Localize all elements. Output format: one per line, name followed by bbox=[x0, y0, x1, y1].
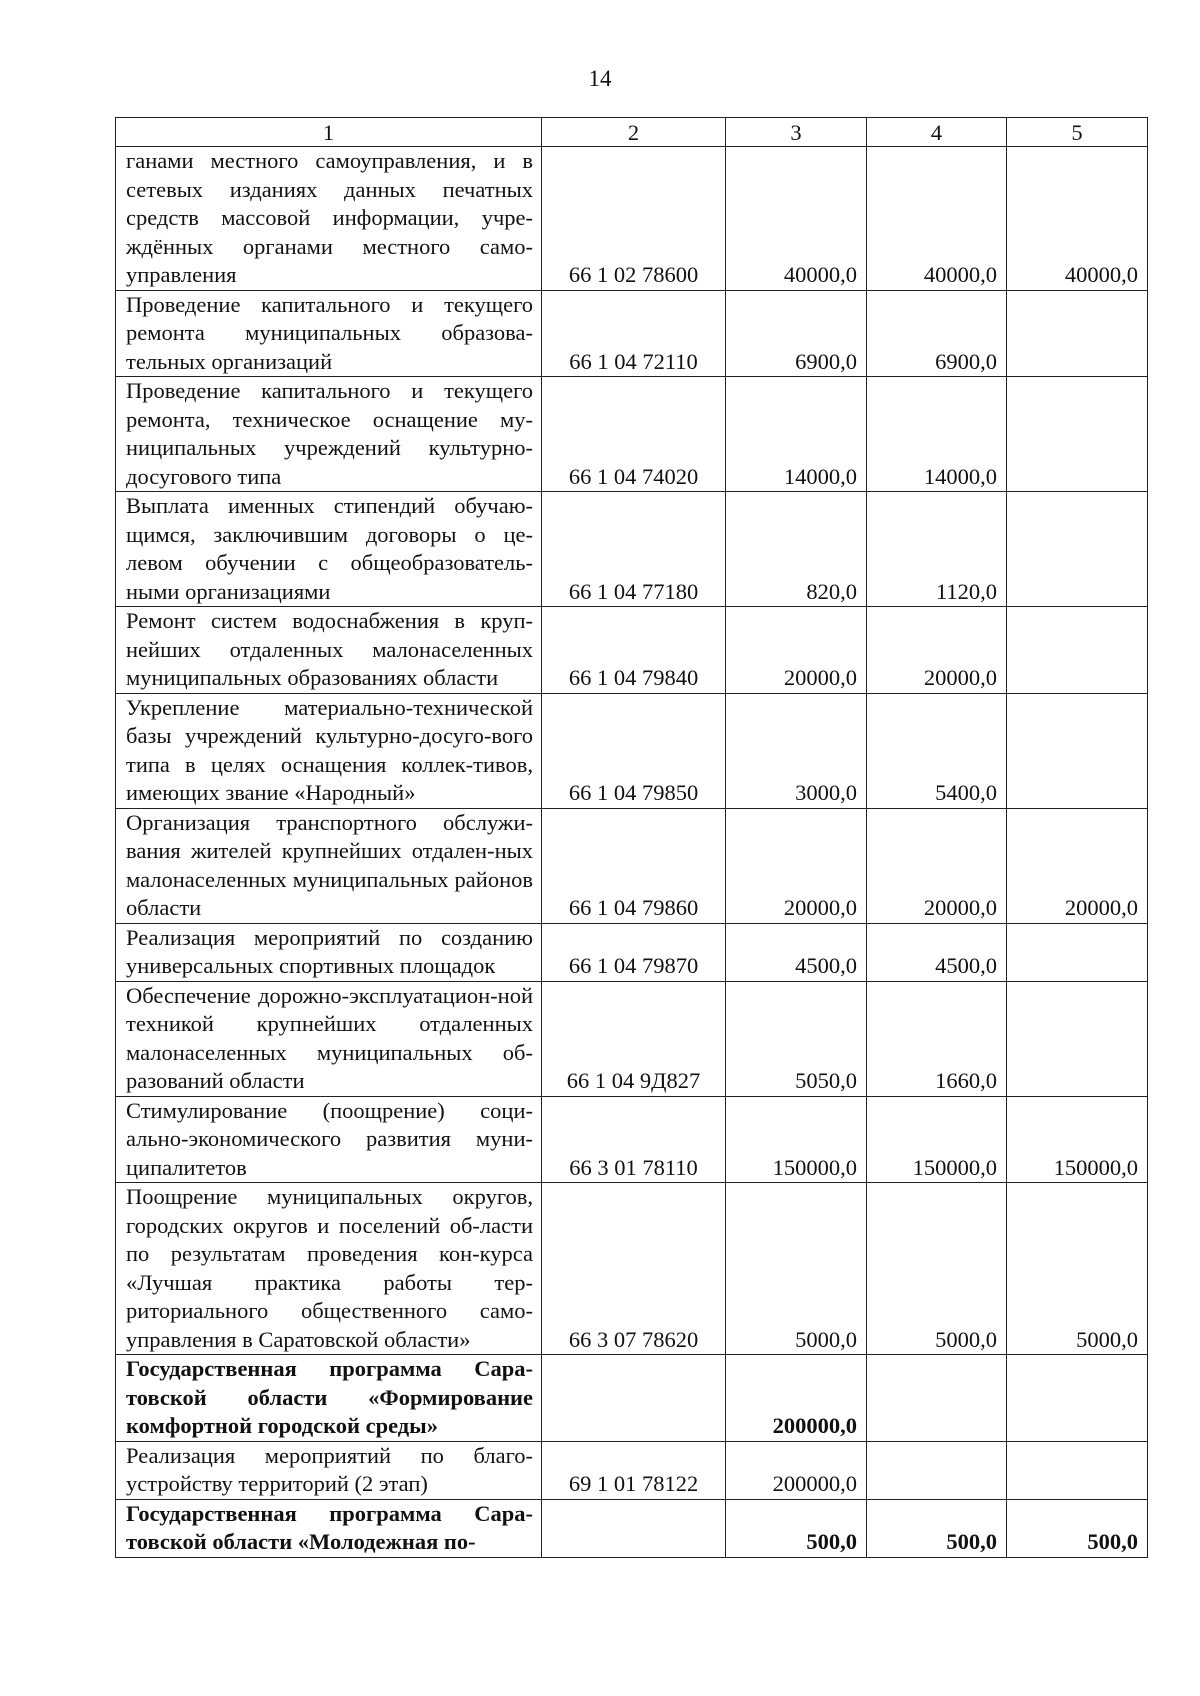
column-header-5: 5 bbox=[1007, 118, 1148, 147]
row-value-col4: 150000,0 bbox=[867, 1096, 1007, 1183]
table-row bbox=[116, 693, 1148, 808]
row-code-cell: 66 1 04 79850 bbox=[542, 693, 726, 808]
row-value-col4: 500,0 bbox=[867, 1499, 1007, 1557]
row-code-cell bbox=[542, 1355, 726, 1442]
row-value-col4: 5400,0 bbox=[867, 693, 1007, 808]
row-code-cell: 66 3 07 78620 bbox=[542, 1183, 726, 1355]
row-name-cell: Поощрение муниципальных округов, городских округов и поселений об-ласти по результатам проведения кон-курса «Лучшая практика работы тер-риториального общественного само-управления в Саратовской области» bbox=[116, 1183, 542, 1355]
row-value-col4: 1120,0 bbox=[867, 492, 1007, 607]
column-number-row bbox=[116, 118, 1148, 147]
page-number: 14 bbox=[588, 66, 612, 91]
row-code-cell: 66 1 04 77180 bbox=[542, 492, 726, 607]
row-value-col4: 40000,0 bbox=[867, 147, 1007, 291]
row-name-cell: Ремонт систем водоснабжения в круп-нейших отдаленных малонаселенных муниципальных образованиях области bbox=[116, 607, 542, 694]
table-row bbox=[116, 1499, 1148, 1557]
column-header-1: 1 bbox=[116, 118, 542, 147]
table-row bbox=[116, 377, 1148, 492]
row-code-cell: 69 1 01 78122 bbox=[542, 1441, 726, 1499]
row-value-col3: 5000,0 bbox=[726, 1183, 867, 1355]
row-name-cell: Реализация мероприятий по созданию универсальных спортивных площадок bbox=[116, 923, 542, 981]
table-row bbox=[116, 607, 1148, 694]
row-value-col5 bbox=[1007, 693, 1148, 808]
row-value-col4: 20000,0 bbox=[867, 808, 1007, 923]
table-row bbox=[116, 808, 1148, 923]
row-name-cell: Государственная программа Сара-товской области «Молодежная по- bbox=[116, 1499, 542, 1557]
table-row bbox=[116, 923, 1148, 981]
row-value-col5 bbox=[1007, 923, 1148, 981]
column-header-4: 4 bbox=[867, 118, 1007, 147]
row-value-col4: 1660,0 bbox=[867, 981, 1007, 1096]
row-name-cell: Обеспечение дорожно-эксплуатацион-ной техникой крупнейших отдаленных малонаселенных муниципальных об-разований области bbox=[116, 981, 542, 1096]
row-code-cell: 66 3 01 78110 bbox=[542, 1096, 726, 1183]
row-value-col3: 820,0 bbox=[726, 492, 867, 607]
row-name-cell: ганами местного самоуправления, и в сетевых изданиях данных печатных средств массовой информации, учре-ждённых органами местного само-управления bbox=[116, 147, 542, 291]
column-header-2: 2 bbox=[542, 118, 726, 147]
row-code-cell: 66 1 04 72110 bbox=[542, 290, 726, 377]
row-value-col5 bbox=[1007, 290, 1148, 377]
table-row bbox=[116, 981, 1148, 1096]
row-name-cell: Выплата именных стипендий обучаю-щимся, заключившим договоры о це-левом обучении с общеобразователь-ными организациями bbox=[116, 492, 542, 607]
row-name-cell: Организация транспортного обслужи-вания жителей крупнейших отдален-ных малонаселенных муниципальных районов области bbox=[116, 808, 542, 923]
row-value-col3: 20000,0 bbox=[726, 808, 867, 923]
table-row bbox=[116, 1355, 1148, 1442]
table-row bbox=[116, 1096, 1148, 1183]
table-row bbox=[116, 1183, 1148, 1355]
row-value-col3: 200000,0 bbox=[726, 1355, 867, 1442]
row-name-cell: Реализация мероприятий по благо-устройству территорий (2 этап) bbox=[116, 1441, 542, 1499]
row-value-col4 bbox=[867, 1355, 1007, 1442]
column-header-3: 3 bbox=[726, 118, 867, 147]
table-row bbox=[116, 290, 1148, 377]
row-value-col3: 14000,0 bbox=[726, 377, 867, 492]
row-value-col5 bbox=[1007, 981, 1148, 1096]
row-value-col5: 150000,0 bbox=[1007, 1096, 1148, 1183]
row-value-col3: 40000,0 bbox=[726, 147, 867, 291]
row-code-cell: 66 1 04 9Д827 bbox=[542, 981, 726, 1096]
row-name-cell: Стимулирование (поощрение) соци-ально-экономического развития муни-ципалитетов bbox=[116, 1096, 542, 1183]
row-value-col3: 6900,0 bbox=[726, 290, 867, 377]
row-value-col5 bbox=[1007, 1355, 1148, 1442]
row-value-col4: 20000,0 bbox=[867, 607, 1007, 694]
row-value-col5 bbox=[1007, 377, 1148, 492]
row-value-col3: 200000,0 bbox=[726, 1441, 867, 1499]
row-code-cell: 66 1 04 74020 bbox=[542, 377, 726, 492]
row-value-col5 bbox=[1007, 607, 1148, 694]
row-code-cell bbox=[542, 1499, 726, 1557]
row-code-cell: 66 1 04 79870 bbox=[542, 923, 726, 981]
row-value-col5 bbox=[1007, 492, 1148, 607]
row-value-col3: 3000,0 bbox=[726, 693, 867, 808]
row-value-col4 bbox=[867, 1441, 1007, 1499]
row-value-col3: 4500,0 bbox=[726, 923, 867, 981]
table-row bbox=[116, 147, 1148, 291]
table-row bbox=[116, 492, 1148, 607]
row-code-cell: 66 1 02 78600 bbox=[542, 147, 726, 291]
row-value-col5 bbox=[1007, 1441, 1148, 1499]
row-name-cell: Государственная программа Сара-товской области «Формирование комфортной городской среды» bbox=[116, 1355, 542, 1442]
row-code-cell: 66 1 04 79860 bbox=[542, 808, 726, 923]
row-value-col5: 500,0 bbox=[1007, 1499, 1148, 1557]
row-value-col5: 40000,0 bbox=[1007, 147, 1148, 291]
row-code-cell: 66 1 04 79840 bbox=[542, 607, 726, 694]
row-value-col3: 20000,0 bbox=[726, 607, 867, 694]
row-value-col3: 150000,0 bbox=[726, 1096, 867, 1183]
table-row bbox=[116, 1441, 1148, 1499]
row-value-col3: 500,0 bbox=[726, 1499, 867, 1557]
row-value-col4: 4500,0 bbox=[867, 923, 1007, 981]
row-name-cell: Укрепление материально-технической базы учреждений культурно-досуго-вого типа в целях оснащения коллек-тивов, имеющих звание «Народный» bbox=[116, 693, 542, 808]
row-value-col5: 20000,0 bbox=[1007, 808, 1148, 923]
row-value-col5: 5000,0 bbox=[1007, 1183, 1148, 1355]
budget-table bbox=[115, 117, 1148, 1558]
row-value-col3: 5050,0 bbox=[726, 981, 867, 1096]
row-name-cell: Проведение капитального и текущего ремонта, техническое оснащение му-ниципальных учреждений культурно-досугового типа bbox=[116, 377, 542, 492]
row-value-col4: 5000,0 bbox=[867, 1183, 1007, 1355]
row-value-col4: 6900,0 bbox=[867, 290, 1007, 377]
row-name-cell: Проведение капитального и текущего ремонта муниципальных образова-тельных организаций bbox=[116, 290, 542, 377]
row-value-col4: 14000,0 bbox=[867, 377, 1007, 492]
